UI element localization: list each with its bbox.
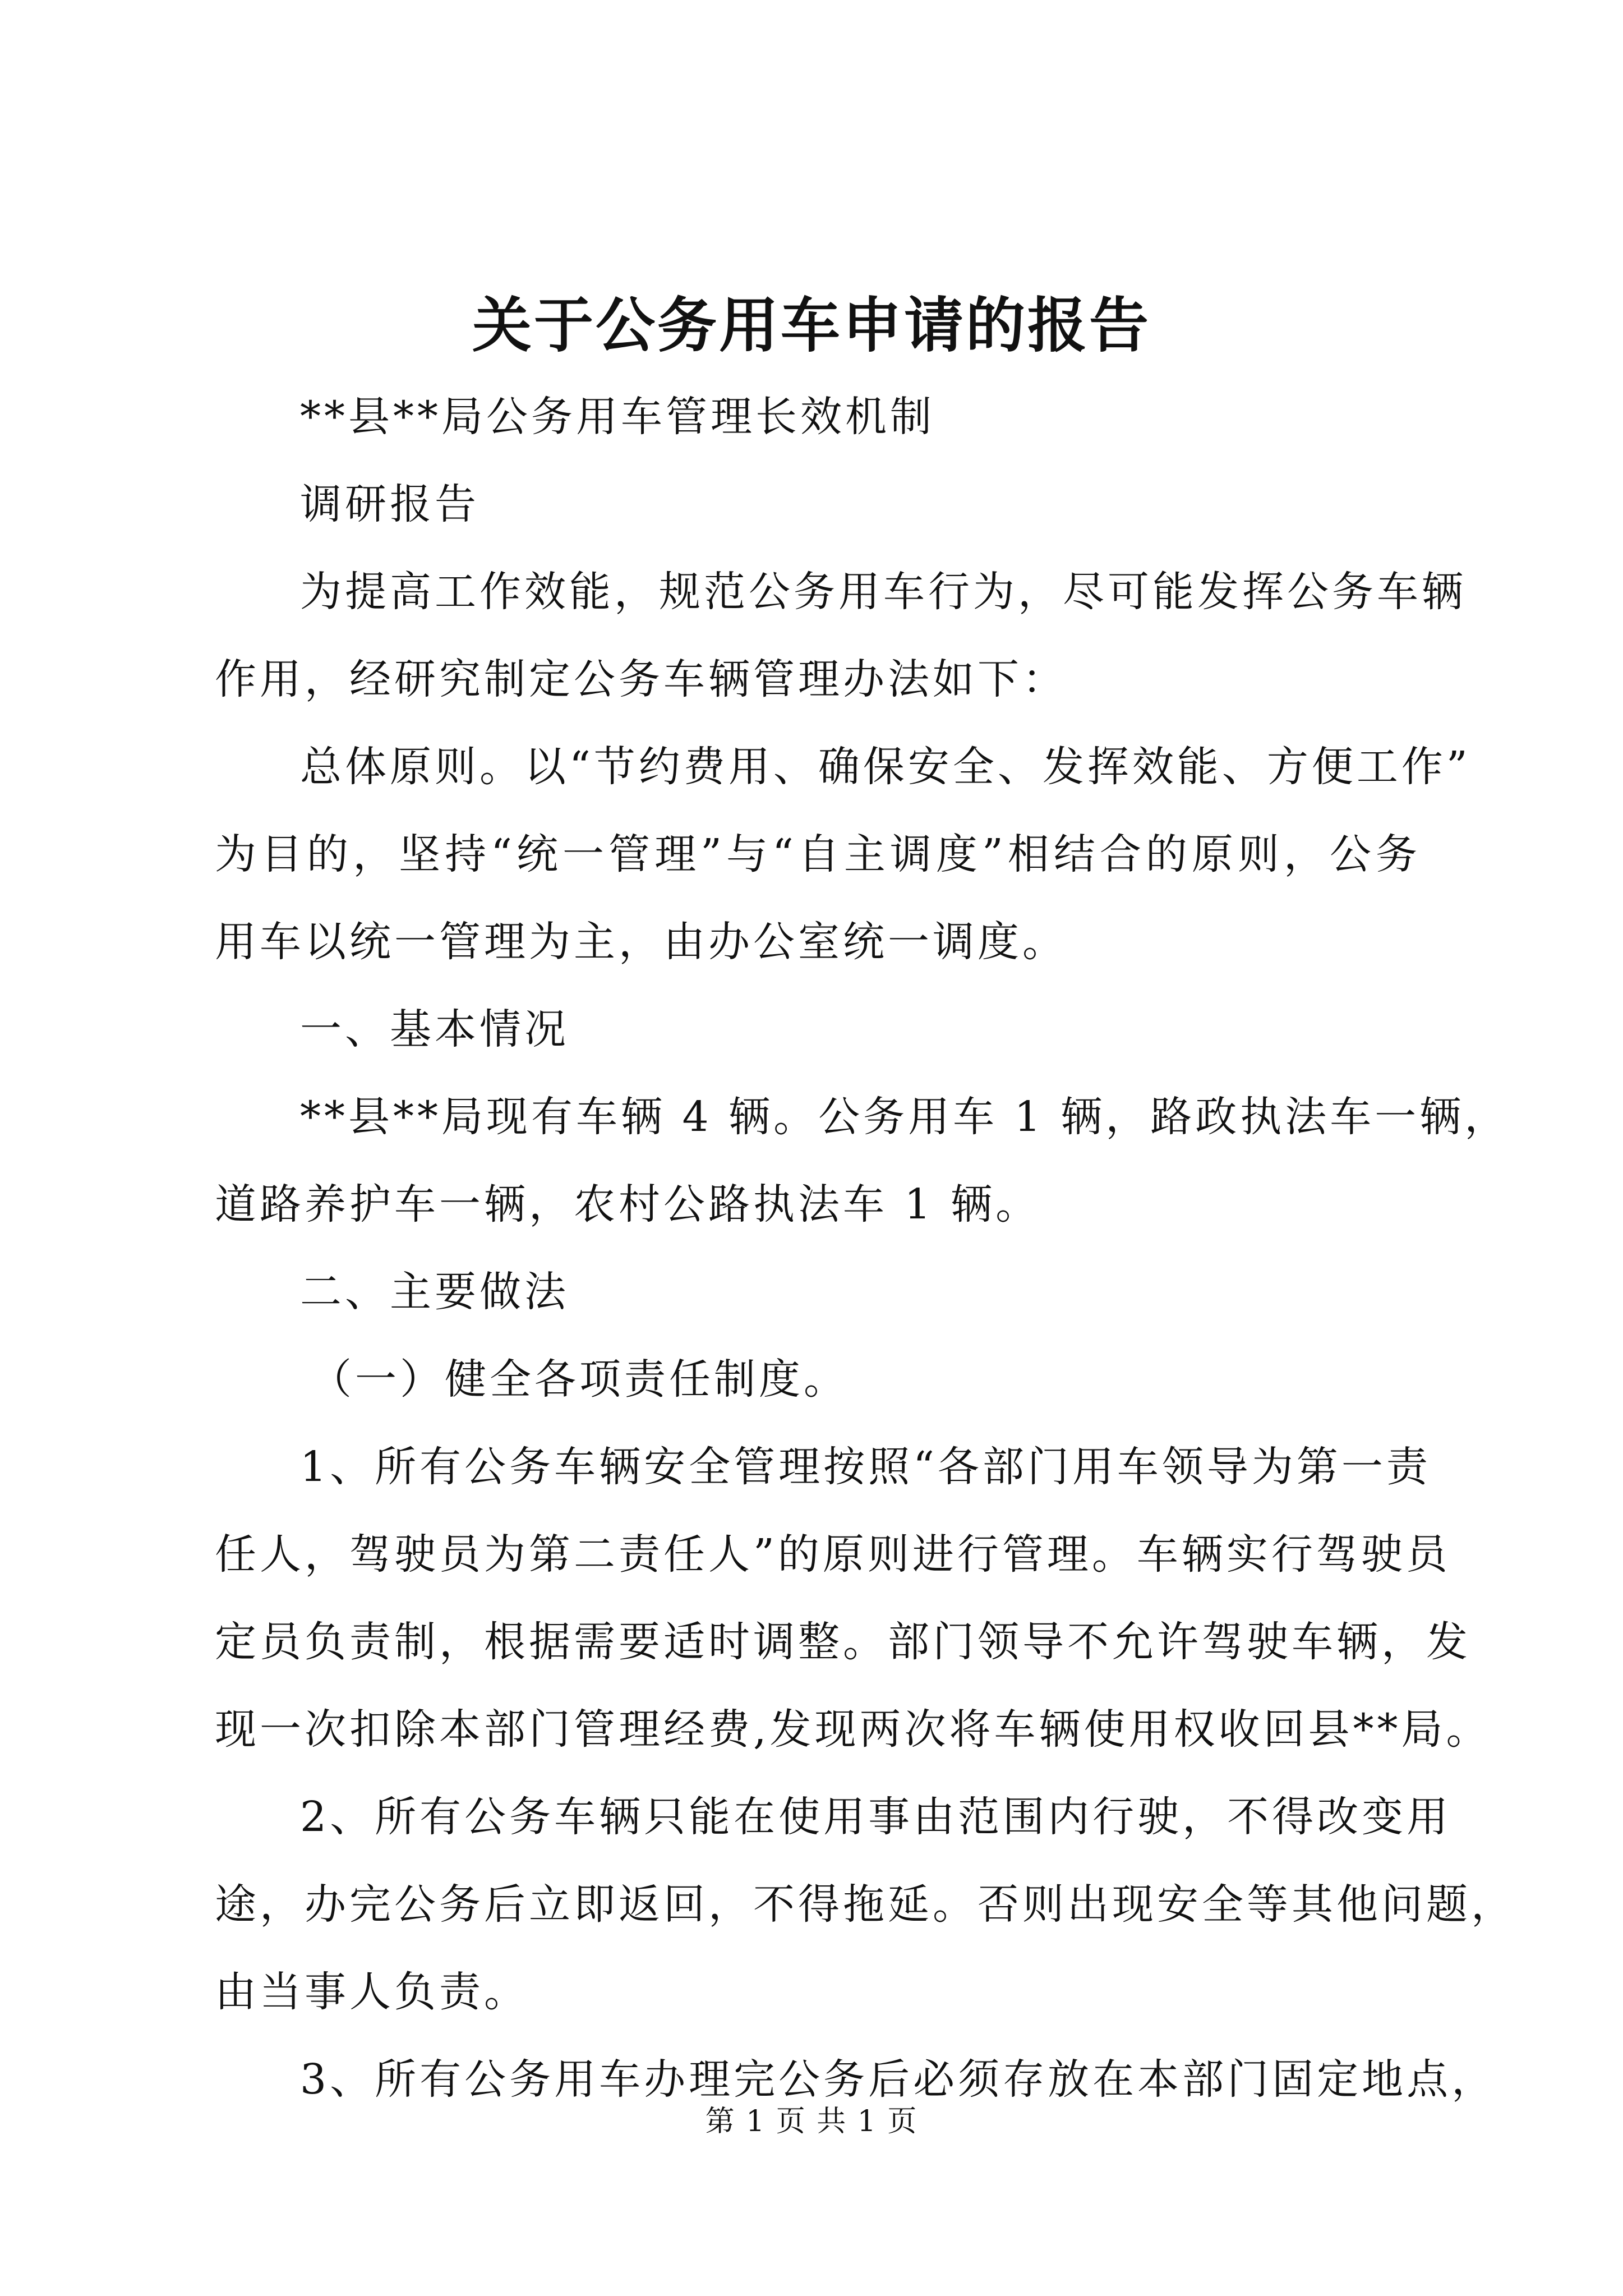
paragraph-line: 途，办完公务后立即返回，不得拖延。否则出现安全等其他问题，	[215, 1880, 1516, 1929]
paragraph-line: 1、所有公务车辆安全管理按照“各部门用车领导为第一责	[300, 1443, 1431, 1491]
paragraph-line: **县**局现有车辆 4 辆。公务用车 1 辆，路政执法车一辆，	[300, 1093, 1510, 1141]
page-footer: 第 1 页 共 1 页	[705, 2105, 918, 2138]
paragraph-line: 为目的，坚持“统一管理”与“自主调度”相结合的原则，公务	[215, 830, 1421, 878]
paragraph-line: 作用，经研究制定公务车辆管理办法如下：	[215, 655, 1067, 703]
paragraph-line: 总体原则。以“节约费用、确保安全、发挥效能、方便工作”	[300, 743, 1471, 791]
paragraph-line: 3、所有公务用车办理完公务后必须存放在本部门固定地点，	[300, 2055, 1497, 2104]
paragraph-line: **县**局公务用车管理长效机制	[300, 393, 935, 441]
paragraph-line: 为提高工作效能，规范公务用车行为，尽可能发挥公务车辆	[300, 568, 1467, 616]
section-heading: 二、主要做法	[300, 1268, 569, 1316]
paragraph-line: 定员负责制，根据需要适时调整。部门领导不允许驾驶车辆，发	[215, 1618, 1471, 1666]
section-heading: 一、基本情况	[300, 1005, 569, 1053]
paragraph-line: 任人，驾驶员为第二责任人”的原则进行管理。车辆实行驾驶员	[215, 1530, 1451, 1579]
document-body	[215, 373, 1516, 2123]
paragraph-line: 由当事人负责。	[215, 1968, 529, 2016]
paragraph-line: 道路养护车一辆，农村公路执法车 1 辆。	[215, 1180, 1041, 1228]
paragraph-line: 2、所有公务车辆只能在使用事由范围内行驶，不得改变用	[300, 1793, 1452, 1841]
paragraph-line: 调研报告	[300, 480, 479, 528]
document-title: 关于公务用车申请的报告	[472, 290, 1151, 360]
paragraph-line: 现一次扣除本部门管理经费,发现两次将车辆使用权收回县**局。	[215, 1705, 1491, 1754]
subsection-heading: （一）健全各项责任制度。	[310, 1355, 849, 1404]
paragraph-line: 用车以统一管理为主，由办公室统一调度。	[215, 918, 1067, 966]
